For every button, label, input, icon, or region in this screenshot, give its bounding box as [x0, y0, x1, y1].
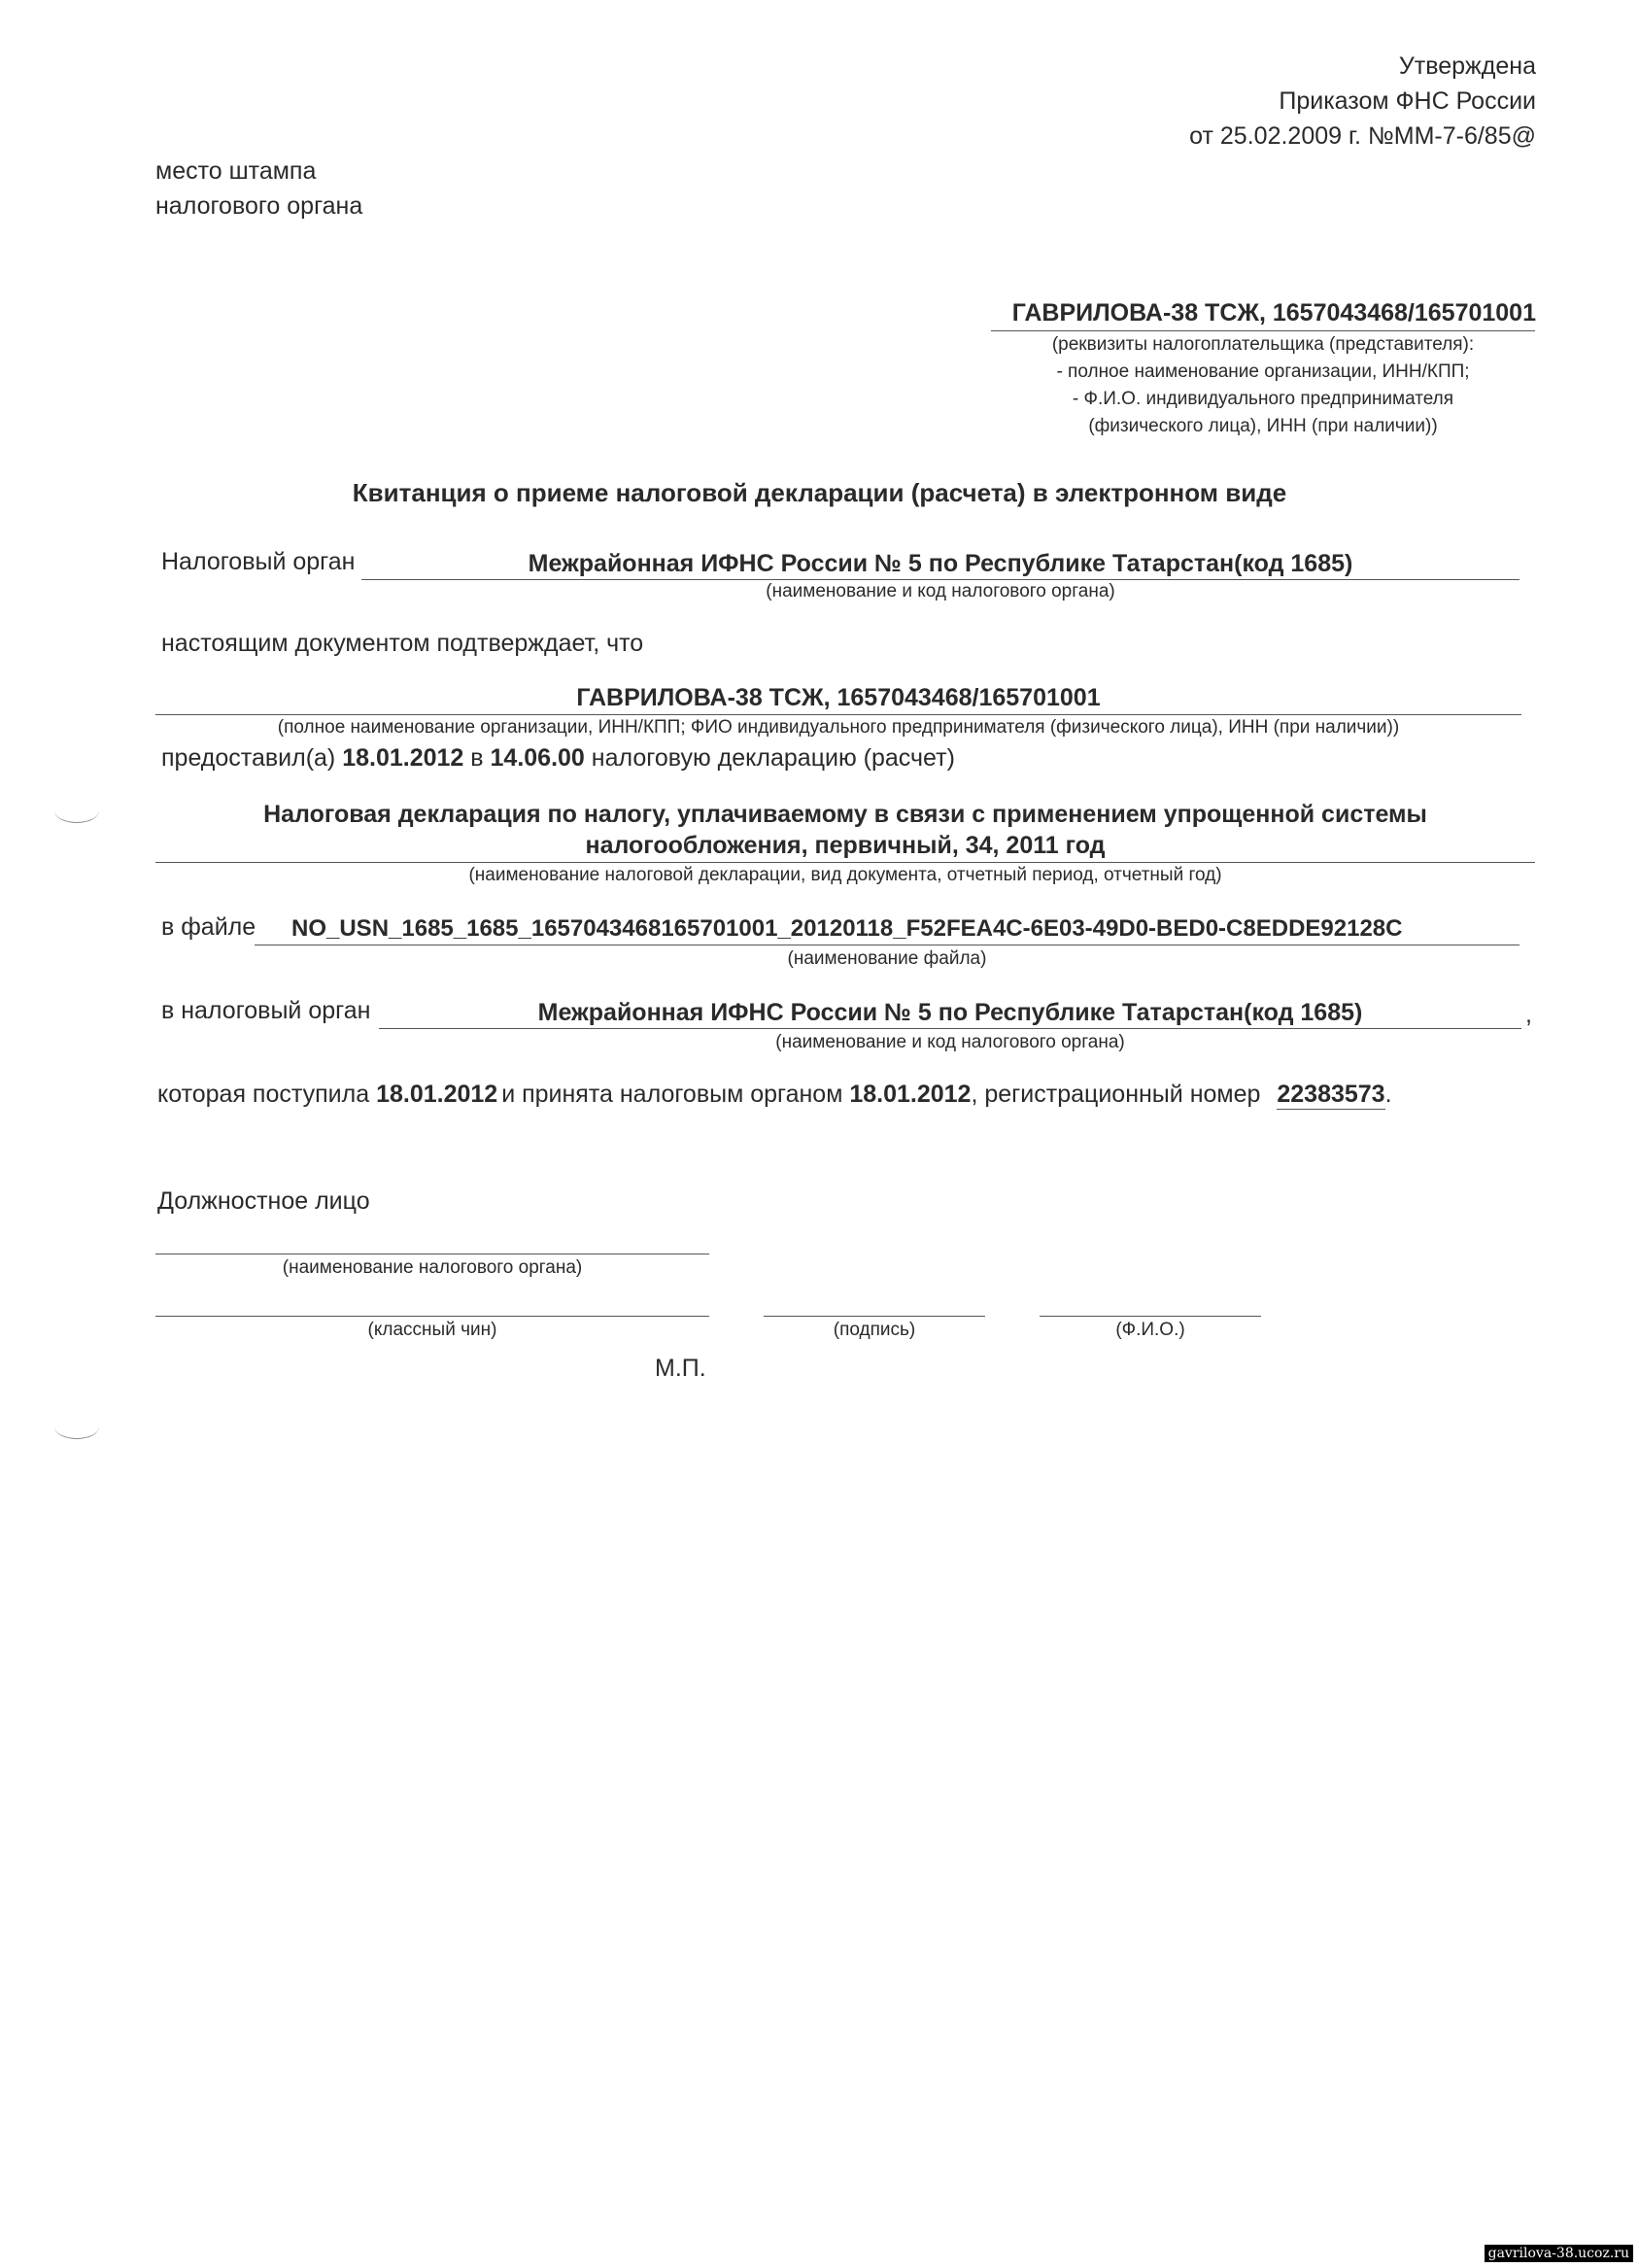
- tax-authority-label: Налоговый орган: [161, 548, 356, 575]
- official-rank-caption: (классный чин): [367, 1320, 497, 1340]
- taxpayer-underline: [991, 330, 1535, 331]
- seal-place: М.П.: [655, 1355, 706, 1382]
- organization-underline: [155, 714, 1521, 715]
- official-signature-caption: (подпись): [833, 1320, 916, 1340]
- to-authority-label: в налоговый орган: [161, 997, 371, 1024]
- declaration-underline: [155, 862, 1535, 863]
- official-authority-caption: (наименование налогового органа): [282, 1257, 583, 1278]
- declaration-line-1: Налоговая декларация по налогу, уплачиваемому в связи с применением упрощенной системы: [263, 801, 1427, 828]
- to-authority-comma: ,: [1525, 1001, 1532, 1028]
- official-name-line: [1040, 1316, 1261, 1317]
- punch-hole-mark: [54, 799, 99, 823]
- official-signature-line: [764, 1316, 985, 1317]
- tax-authority-value: Межрайонная ИФНС России № 5 по Республике Татарстан(код 1685): [528, 550, 1353, 577]
- approval-line-1: Утверждена: [1398, 52, 1536, 80]
- submitted-prefix: предоставил(а): [161, 744, 336, 772]
- official-label: Должностное лицо: [157, 1187, 370, 1215]
- confirms-text: настоящим документом подтверждает, что: [161, 630, 644, 657]
- organization-value: ГАВРИЛОВА-38 ТСЖ, 1657043468/165701001: [576, 684, 1101, 711]
- taxpayer-caption-3: - Ф.И.О. индивидуального предпринимателя: [1072, 389, 1454, 409]
- to-authority-underline: [379, 1028, 1521, 1029]
- received-part-3: , регистрационный номер: [971, 1081, 1261, 1108]
- taxpayer-value: ГАВРИЛОВА-38 ТСЖ, 1657043468/165701001: [1011, 299, 1536, 326]
- received-part-2: и принята налоговым органом: [501, 1081, 843, 1108]
- received-date-1: 18.01.2012: [376, 1081, 498, 1108]
- submitted-in: в: [470, 744, 484, 772]
- punch-hole-mark: [54, 1415, 99, 1439]
- file-label: в файле: [161, 913, 256, 941]
- to-authority-caption: (наименование и код налогового органа): [775, 1032, 1125, 1052]
- submitted-suffix: налоговую декларацию (расчет): [591, 744, 955, 772]
- stamp-place-line-1: место штампа: [155, 157, 317, 185]
- taxpayer-caption-1: (реквизиты налогоплательщика (представителя):: [1051, 334, 1475, 355]
- footer-url: gavrilova-38.ucoz.ru: [1485, 2245, 1633, 2262]
- file-caption: (наименование файла): [787, 948, 987, 969]
- declaration-line-2: налогообложения, первичный, 34, 2011 год: [585, 832, 1106, 859]
- submitted-time: 14.06.00: [490, 744, 585, 772]
- declaration-caption: (наименование налоговой декларации, вид документа, отчетный период, отчетный год): [468, 865, 1222, 885]
- approval-line-3: от 25.02.2009 г. №ММ-7-6/85@: [1189, 122, 1536, 150]
- received-part-1: которая поступила: [157, 1081, 370, 1108]
- approval-line-2: Приказом ФНС России: [1279, 87, 1536, 115]
- official-rank-line: [155, 1316, 709, 1317]
- to-authority-value: Межрайонная ИФНС России № 5 по Республике Татарстан(код 1685): [537, 999, 1363, 1026]
- taxpayer-caption-2: - полное наименование организации, ИНН/КПП;: [1056, 361, 1470, 382]
- received-line: [157, 1081, 1392, 1109]
- stamp-place-line-2: налогового органа: [155, 192, 363, 220]
- tax-authority-underline: [361, 579, 1519, 580]
- taxpayer-caption-4: (физического лица), ИНН (при наличии)): [1088, 416, 1438, 436]
- received-date-2: 18.01.2012: [849, 1081, 972, 1108]
- file-value: NO_USN_1685_1685_1657043468165701001_20120118_F52FEA4C-6E03-49D0-BED0-C8EDDE92128C: [291, 915, 1403, 942]
- tax-authority-caption: (наименование и код налогового органа): [766, 581, 1115, 601]
- organization-caption: (полное наименование организации, ИНН/КПП; ФИО индивидуального предпринимателя (физического лица), ИНН (при наличии)): [277, 717, 1400, 738]
- official-name-caption: (Ф.И.О.): [1115, 1320, 1185, 1340]
- document-title: Квитанция о приеме налоговой декларации (расчета) в электронном виде: [352, 478, 1287, 507]
- registration-number: 22383573: [1277, 1081, 1385, 1108]
- submitted-line: [161, 744, 955, 773]
- received-end: .: [1384, 1081, 1392, 1108]
- submitted-date: 18.01.2012: [342, 744, 464, 772]
